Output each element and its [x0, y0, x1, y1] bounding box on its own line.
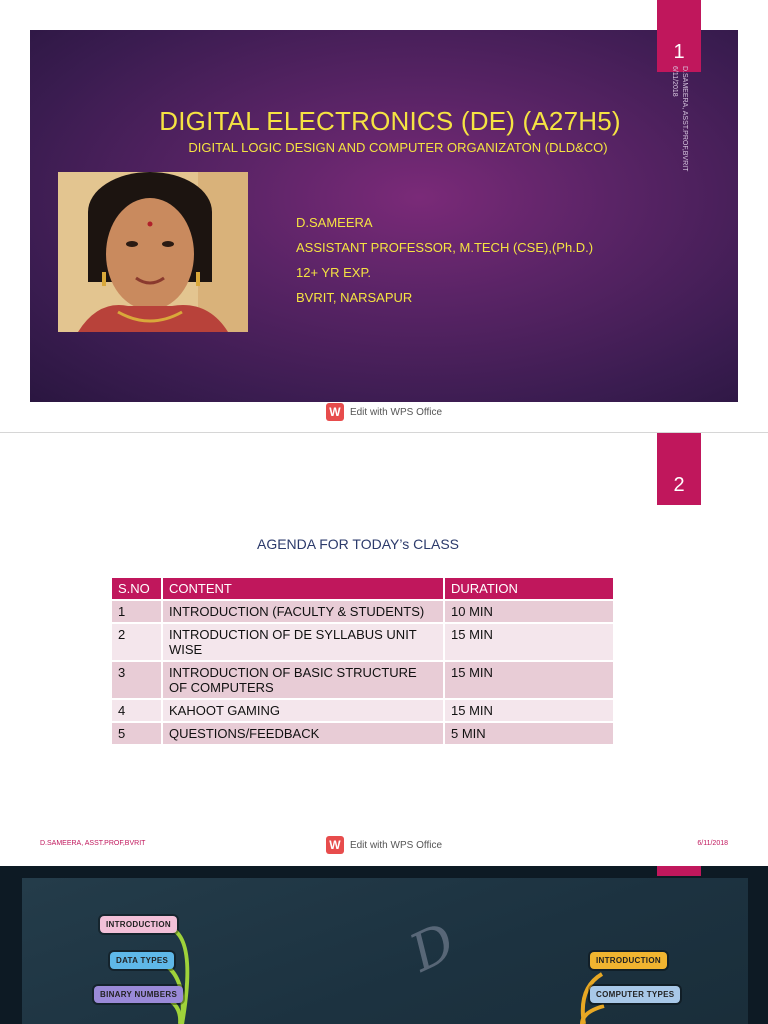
- agenda-table: [112, 578, 615, 744]
- footer-date: 6/11/2018: [697, 840, 728, 847]
- mind-map-tag: INTRODUCTION: [590, 952, 667, 969]
- table-row: [112, 661, 614, 699]
- slide-number-tab: [657, 866, 701, 876]
- cell-duration: 5 MIN: [444, 722, 614, 744]
- mind-map-tag: INTRODUCTION: [100, 916, 177, 933]
- cell-sno: 5: [112, 722, 162, 744]
- agenda-heading: AGENDA FOR TODAY’s CLASS: [256, 536, 460, 552]
- slide-1[interactable]: [0, 0, 768, 432]
- cell-sno: 3: [112, 661, 162, 699]
- cell-sno: 2: [112, 623, 162, 661]
- slide-title: DIGITAL ELECTRONICS (DE) (A27H5): [159, 106, 621, 136]
- column-header-duration: DURATION: [444, 578, 614, 600]
- slide-1-canvas: [30, 30, 738, 402]
- wps-logo-icon: W: [326, 403, 344, 421]
- table-row: [112, 699, 614, 722]
- cell-sno: 4: [112, 699, 162, 722]
- author-details: [296, 210, 593, 310]
- handwriting-mark: D: [401, 911, 465, 985]
- mind-map-board: [22, 878, 748, 1024]
- cell-content: QUESTIONS/FEEDBACK: [162, 722, 444, 744]
- slide-number: 2: [657, 433, 701, 505]
- cell-content: INTRODUCTION (FACULTY & STUDENTS): [162, 600, 444, 623]
- table-row: [112, 722, 614, 744]
- wps-logo-icon: W: [326, 836, 344, 854]
- cell-sno: 1: [112, 600, 162, 623]
- cell-content: INTRODUCTION OF DE SYLLABUS UNIT WISE: [162, 623, 444, 661]
- person-photo-icon: [58, 172, 248, 332]
- wps-edit-button[interactable]: [0, 836, 768, 854]
- author-institution: BVRIT, NARSAPUR: [296, 290, 413, 305]
- slide-number: 1: [657, 0, 701, 72]
- cell-duration: 10 MIN: [444, 600, 614, 623]
- mind-map-tag: COMPUTER TYPES: [590, 986, 680, 1003]
- side-author: D.SAMEERA, ASST.PROF,BVRIT: [681, 66, 688, 172]
- mind-map-tag: DATA TYPES: [110, 952, 174, 969]
- wps-edit-label: Edit with WPS Office: [349, 839, 443, 851]
- author-title: ASSISTANT PROFESSOR, M.TECH (CSE),(Ph.D.): [296, 240, 594, 255]
- slide-3[interactable]: [0, 866, 768, 1024]
- cell-duration: 15 MIN: [444, 623, 614, 661]
- column-header-content: CONTENT: [162, 578, 444, 600]
- author-experience: 12+ YR EXP.: [296, 265, 372, 280]
- cell-duration: 15 MIN: [444, 661, 614, 699]
- table-row: [112, 623, 614, 661]
- side-date: 6/11/2018: [671, 66, 678, 97]
- column-header-sno: S.NO: [112, 578, 162, 600]
- slide-2[interactable]: [0, 433, 768, 865]
- mind-map-tag: BINARY NUMBERS: [94, 986, 183, 1003]
- table-header-row: [112, 578, 614, 600]
- cell-content: KAHOOT GAMING: [162, 699, 444, 722]
- slide-subtitle: DIGITAL LOGIC DESIGN AND COMPUTER ORGANIZATON (DLD&CO): [188, 140, 608, 155]
- author-name: D.SAMEERA: [296, 215, 373, 230]
- wps-edit-label: Edit with WPS Office: [349, 406, 443, 418]
- cell-duration: 15 MIN: [444, 699, 614, 722]
- table-row: [112, 600, 614, 623]
- wps-edit-button[interactable]: [0, 403, 768, 421]
- cell-content: INTRODUCTION OF BASIC STRUCTURE OF COMPUTERS: [162, 661, 444, 699]
- footer-author: D.SAMEERA, ASST.PROF,BVRIT: [40, 840, 146, 847]
